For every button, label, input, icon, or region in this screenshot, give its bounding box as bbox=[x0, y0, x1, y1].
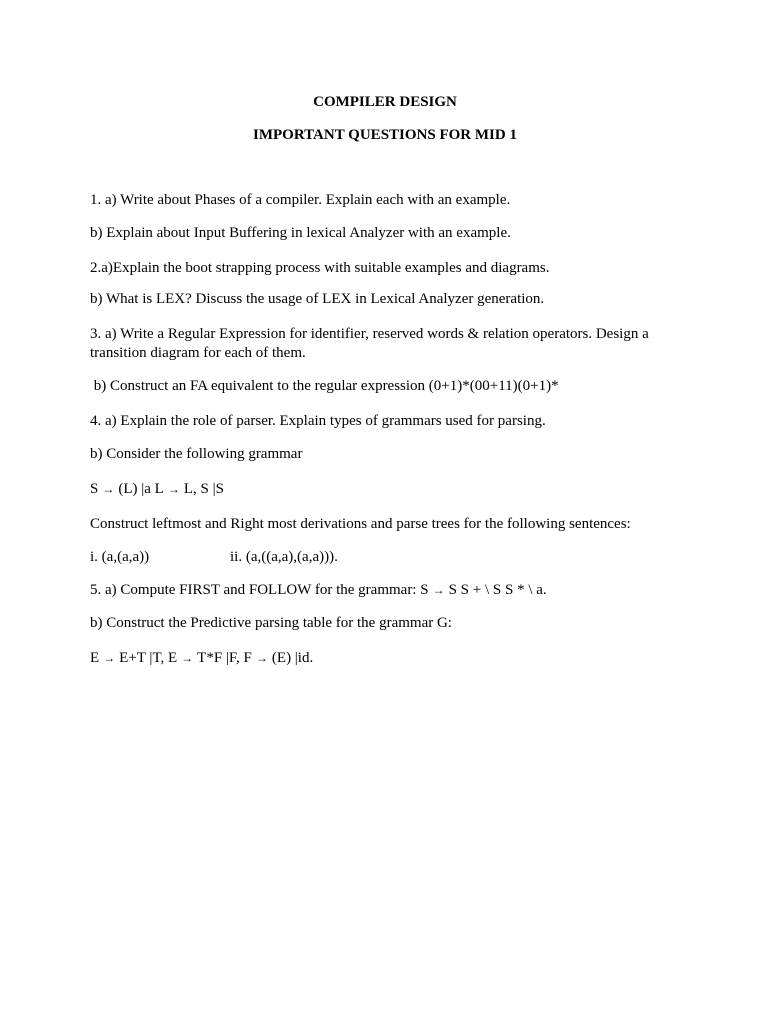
question-1a: 1. a) Write about Phases of a compiler. Explain each with an example. bbox=[90, 192, 511, 208]
question-2a: 2.a)Explain the boot strapping process with suitable examples and diagrams. bbox=[90, 260, 550, 276]
question-4a: 4. a) Explain the role of parser. Explain types of grammars used for parsing. bbox=[90, 413, 546, 429]
grammar-1-rhs-2: L, S |S bbox=[183, 481, 224, 497]
question-5a bbox=[90, 581, 680, 600]
document-subtitle: IMPORTANT QUESTIONS FOR MID 1 bbox=[253, 127, 517, 143]
arrow-icon: → bbox=[181, 651, 194, 665]
question-3b: b) Construct an FA equivalent to the regular expression (0+1)*(00+11)(0+1)* bbox=[90, 378, 559, 394]
grammar-1-rhs-1: (L) |a L bbox=[118, 481, 164, 497]
question-5b: b) Construct the Predictive parsing table for the grammar G: bbox=[90, 615, 452, 631]
document-page bbox=[90, 93, 680, 682]
grammar-2-rhs-2: T*F |F, F bbox=[197, 650, 252, 666]
sentences-row bbox=[90, 548, 680, 567]
sentence-ii: ii. (a,((a,a),(a,a))). bbox=[230, 549, 338, 565]
grammar-2-lhs: E bbox=[90, 650, 100, 666]
document-title: COMPILER DESIGN bbox=[313, 94, 457, 110]
arrow-icon: → bbox=[167, 482, 180, 496]
question-4b: b) Consider the following grammar bbox=[90, 446, 303, 462]
grammar-2-rhs-1: E+T |T, E bbox=[119, 650, 178, 666]
arrow-icon: → bbox=[103, 651, 116, 665]
grammar-1 bbox=[90, 480, 680, 499]
grammar-2 bbox=[90, 649, 680, 668]
question-1b: b) Explain about Input Buffering in lexical Analyzer with an example. bbox=[90, 225, 511, 241]
sentence-i: i. (a,(a,a)) bbox=[90, 549, 150, 565]
arrow-icon: → bbox=[255, 651, 268, 665]
grammar-1-lhs: S bbox=[90, 481, 99, 497]
grammar-2-rhs-3: (E) |id. bbox=[271, 650, 314, 666]
question-2b: b) What is LEX? Discuss the usage of LEX in Lexical Analyzer generation. bbox=[90, 291, 545, 307]
question-5a-text: 5. a) Compute FIRST and FOLLOW for the grammar: S bbox=[90, 582, 429, 598]
arrow-icon: → bbox=[102, 482, 115, 496]
question-3a: 3. a) Write a Regular Expression for identifier, reserved words & relation operators. Design a transition diagram for each of them. bbox=[90, 326, 653, 361]
question-5a-grammar: S S + \ S S * \ a. bbox=[448, 582, 547, 598]
arrow-icon: → bbox=[432, 583, 445, 597]
derivation-instructions: Construct leftmost and Right most derivations and parse trees for the following sentences: bbox=[90, 516, 631, 532]
